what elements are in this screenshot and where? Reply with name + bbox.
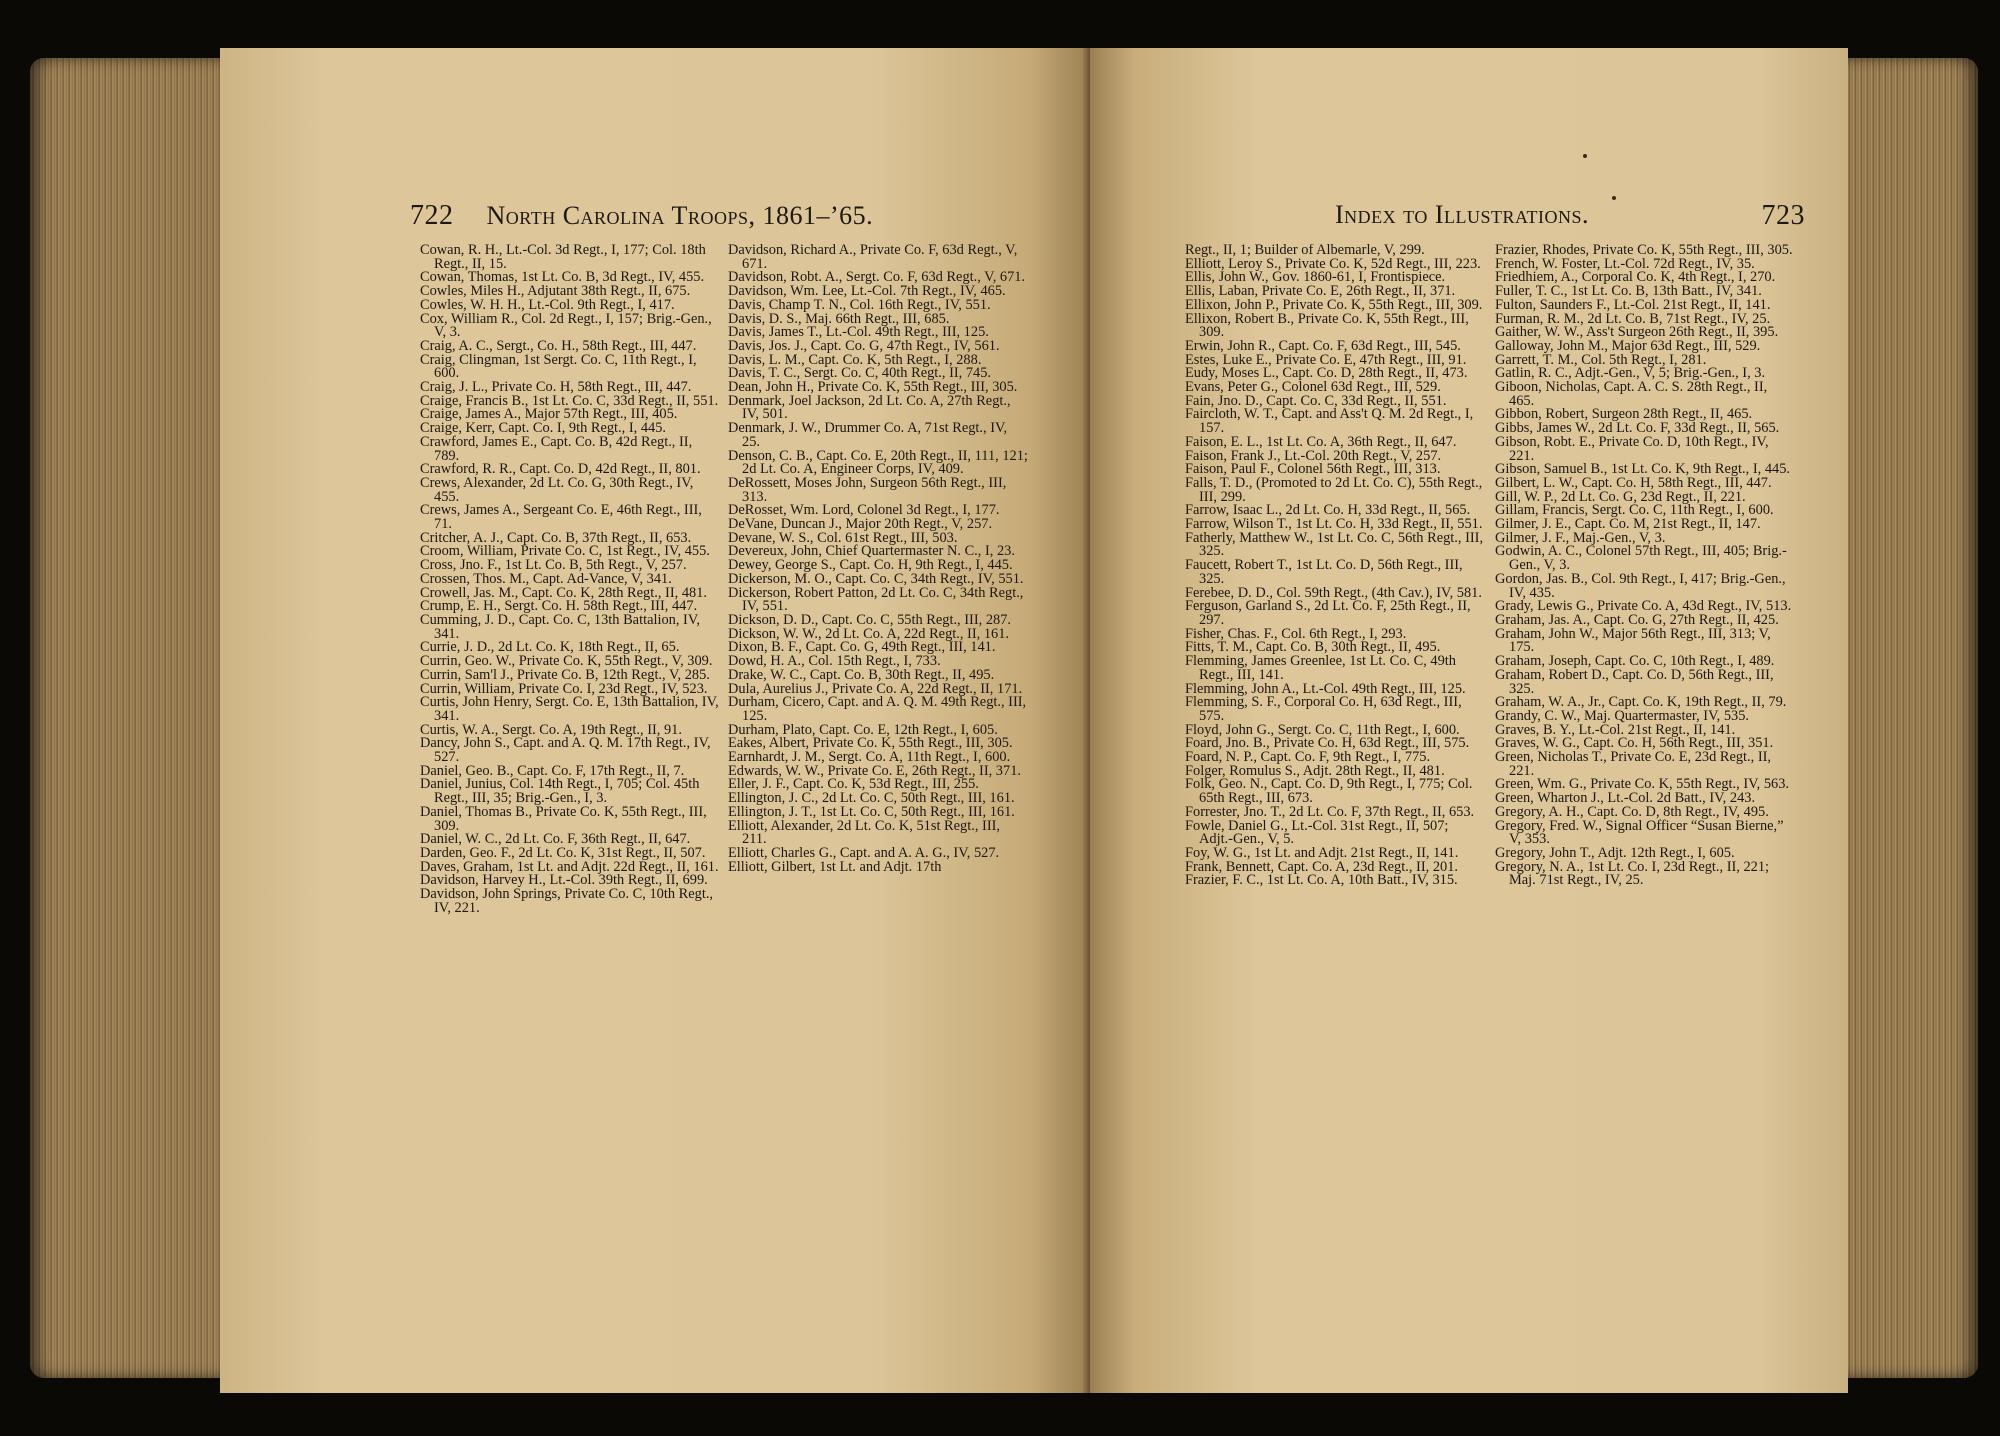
index-entry: Denson, C. B., Capt. Co. E, 20th Regt., II, 111, 121; 2d Lt. Co. A, Engineer Corps, IV, 409.	[728, 447, 1028, 478]
index-entry: Davis, Jos. J., Capt. Co. G, 47th Regt., IV, 561.	[728, 337, 1000, 354]
index-entry: Folk, Geo. N., Capt. Co. D, 9th Regt., I, 775; Col. 65th Regt., III, 673.	[1185, 776, 1473, 807]
index-entry: French, W. Foster, Lt.-Col. 72d Regt., IV, 35.	[1495, 255, 1755, 272]
index-entry: Grandy, C. W., Maj. Quartermaster, IV, 535.	[1495, 707, 1750, 724]
index-entry: Floyd, John G., Sergt. Co. C, 11th Regt., I, 600.	[1185, 721, 1460, 738]
index-entry: Graves, W. G., Capt. Co. H, 56th Regt., III, 351.	[1495, 735, 1774, 752]
left-page-title: North Carolina Troops, 1861–’65.	[486, 201, 874, 230]
index-entry: Friedhiem, A., Corporal Co. K, 4th Regt., I, 270.	[1495, 269, 1776, 286]
index-entry: Eller, J. F., Capt. Co. K, 53d Regt., III, 255.	[728, 776, 979, 793]
index-entry: Craig, J. L., Private Co. H, 58th Regt., III, 447.	[420, 379, 692, 396]
index-entry: Gregory, N. A., 1st Lt. Co. I, 23d Regt., II, 221; Maj. 71st Regt., IV, 25.	[1495, 858, 1770, 889]
right-page-column-1	[1185, 244, 1485, 1254]
index-entry: Davis, L. M., Capt. Co. K, 5th Regt., I, 288.	[728, 351, 982, 368]
index-entry: Fain, Jno. D., Capt. Co. C, 33d Regt., II, 551.	[1185, 392, 1447, 409]
index-entry: Curtis, W. A., Sergt. Co. A, 19th Regt., II, 91.	[420, 721, 682, 738]
left-page	[220, 48, 1090, 1393]
index-entry: Davidson, Richard A., Private Co. F, 63d Regt., V, 671.	[728, 244, 1018, 272]
index-entry: Davidson, Wm. Lee, Lt.-Col. 7th Regt., IV, 465.	[728, 283, 1006, 300]
index-entry: Dickson, D. D., Capt. Co. C, 55th Regt., III, 287.	[728, 611, 1011, 628]
index-entry: Ellis, John W., Gov. 1860-61, I, Frontispiece.	[1185, 269, 1446, 286]
index-entry: Garrett, T. M., Col. 5th Regt., I, 281.	[1495, 351, 1707, 368]
index-entry: Falls, T. D., (Promoted to 2d Lt. Co. C), 55th Regt., III, 299.	[1185, 474, 1483, 505]
index-entry: Ellixon, John P., Private Co. K, 55th Regt., III, 309.	[1185, 296, 1483, 313]
index-entry: Elliott, Alexander, 2d Lt. Co. K, 51st Regt., III, 211.	[728, 817, 1001, 848]
index-entry: Flemming, John A., Lt.-Col. 49th Regt., III, 125.	[1185, 680, 1466, 697]
index-entry: Gibson, Robt. E., Private Co. D, 10th Regt., IV, 221.	[1495, 433, 1769, 464]
index-entry: Gregory, John T., Adjt. 12th Regt., I, 605.	[1495, 844, 1735, 861]
left-page-number: 722	[410, 200, 454, 231]
index-entry: Daniel, Thomas B., Private Co. K, 55th Regt., III, 309.	[420, 803, 707, 834]
index-entry: DeRossett, Moses John, Surgeon 56th Regt., III, 313.	[728, 474, 1007, 505]
index-entry: Ellington, J. T., 1st Lt. Co. C, 50th Regt., III, 161.	[728, 803, 1015, 820]
index-entry: Crawford, James E., Capt. Co. B, 42d Regt., II, 789.	[420, 433, 693, 464]
index-entry: Giboon, Nicholas, Capt. A. C. S. 28th Regt., II, 465.	[1495, 379, 1768, 409]
index-entry: Daniel, Junius, Col. 14th Regt., I, 705; Col. 45th Regt., III, 35; Brig.-Gen., I, 3.	[420, 776, 700, 807]
index-entry: Fatherly, Matthew W., 1st Lt. Co. C, 56th Regt., III, 325.	[1185, 529, 1484, 560]
index-entry: Gilmer, J. E., Capt. Co. M, 21st Regt., II, 147.	[1495, 516, 1761, 533]
index-entry: Dixon, B. F., Capt. Co. G, 49th Regt., III, 141.	[728, 639, 996, 656]
index-entry: Crawford, R. R., Capt. Co. D, 42d Regt., II, 801.	[420, 461, 701, 478]
index-entry: Gregory, A. H., Capt. Co. D, 8th Regt., IV, 495.	[1495, 803, 1769, 820]
index-entry: Currin, Sam'l J., Private Co. B, 12th Regt., V, 285.	[420, 666, 710, 683]
index-entry: Elliott, Gilbert, 1st Lt. and Adjt. 17th	[728, 858, 942, 875]
index-entry: Fuller, T. C., 1st Lt. Co. B, 13th Batt., IV, 341.	[1495, 283, 1762, 300]
index-entry: Craige, James A., Major 57th Regt., III, 405.	[420, 406, 678, 423]
index-entry: Frank, Bennett, Capt. Co. A, 23d Regt., II, 201.	[1185, 858, 1458, 875]
index-entry: Green, Wm. G., Private Co. K, 55th Regt., IV, 563.	[1495, 776, 1790, 793]
right-page-title: Index to Illustrations.	[1335, 200, 1589, 229]
index-entry: Dickerson, M. O., Capt. Co. C, 34th Regt., IV, 551.	[728, 570, 1024, 587]
index-entry: Fitts, T. M., Capt. Co. B, 30th Regt., II, 495.	[1185, 639, 1441, 656]
index-entry: Gilbert, L. W., Capt. Co. H, 58th Regt., III, 447.	[1495, 474, 1772, 491]
index-entry: Gatlin, R. C., Adjt.-Gen., V, 5; Brig.-Gen., I, 3.	[1495, 365, 1766, 382]
index-entry: Davidson, John Springs, Private Co. C, 10th Regt., IV, 221.	[420, 886, 714, 916]
index-entry: Craige, Francis B., 1st Lt. Co. C, 33d Regt., II, 551.	[420, 392, 719, 409]
paper-spot	[1612, 196, 1616, 200]
index-entry: Folger, Romulus S., Adjt. 28th Regt., II, 481.	[1185, 762, 1445, 779]
index-entry: Currin, William, Private Co. I, 23d Regt., IV, 523.	[420, 680, 708, 697]
index-entry: Green, Wharton J., Lt.-Col. 2d Batt., IV, 243.	[1495, 790, 1756, 807]
index-entry: Elliott, Leroy S., Private Co. K, 52d Regt., III, 223.	[1185, 255, 1481, 272]
index-entry: Frazier, F. C., 1st Lt. Co. A, 10th Batt., IV, 315.	[1185, 872, 1458, 889]
index-entry: Faucett, Robert T., 1st Lt. Co. D, 56th Regt., III, 325.	[1185, 557, 1463, 587]
index-entry: Gaither, W. W., Ass't Surgeon 26th Regt., II, 395.	[1495, 324, 1779, 341]
index-entry: Gilmer, J. F., Maj.-Gen., V, 3.	[1495, 529, 1666, 546]
index-entry: Currin, Geo. W., Private Co. K, 55th Regt., V, 309.	[420, 653, 713, 670]
index-entry: Curtis, John Henry, Sergt. Co. E, 13th Battalion, IV, 341.	[420, 694, 719, 724]
index-entry: Gibbon, Robert, Surgeon 28th Regt., II, 465.	[1495, 406, 1753, 423]
index-entry: Daniel, W. C., 2d Lt. Co. F, 36th Regt., II, 647.	[420, 831, 691, 848]
index-entry: Foy, W. G., 1st Lt. and Adjt. 21st Regt., II, 141.	[1185, 844, 1459, 861]
index-entry: Dickerson, Robert Patton, 2d Lt. Co. C, 34th Regt., IV, 551.	[728, 584, 1024, 615]
index-entry: DeVane, Duncan J., Major 20th Regt., V, 257.	[728, 516, 993, 533]
index-entry: Foard, Jno. B., Private Co. H, 63d Regt., III, 575.	[1185, 735, 1470, 752]
left-running-head	[410, 200, 1010, 232]
index-entry: Faison, Paul F., Colonel 56th Regt., III, 313.	[1185, 461, 1441, 478]
left-page-edges	[30, 58, 240, 1378]
index-entry: Ellis, Laban, Private Co. E, 26th Regt., II, 371.	[1185, 283, 1456, 300]
paper-spot	[1583, 154, 1587, 158]
index-entry: Farrow, Isaac L., 2d Lt. Co. H, 33d Regt., II, 565.	[1185, 502, 1471, 519]
index-entry: Flemming, James Greenlee, 1st Lt. Co. C, 49th Regt., III, 141.	[1185, 653, 1456, 683]
index-entry: Fisher, Chas. F., Col. 6th Regt., I, 293.	[1185, 625, 1407, 642]
index-entry: Graham, Jas. A., Capt. Co. G, 27th Regt., II, 425.	[1495, 611, 1779, 628]
index-entry: Ferguson, Garland S., 2d Lt. Co. F, 25th Regt., II, 297.	[1185, 598, 1471, 628]
index-entry: Dewey, George S., Capt. Co. H, 9th Regt., I, 445.	[728, 557, 1013, 574]
index-entry: Cumming, J. D., Capt. Co. C, 13th Battalion, IV, 341.	[420, 611, 700, 642]
index-entry: Durham, Cicero, Capt. and A. Q. M. 49th Regt., III, 125.	[728, 694, 1027, 724]
index-entry: Gibbs, James W., 2d Lt. Co. F, 33d Regt., II, 565.	[1495, 420, 1780, 437]
index-entry: Elliott, Charles G., Capt. and A. A. G., IV, 527.	[728, 844, 1000, 861]
index-entry: Graham, Robert D., Capt. Co. D, 56th Regt., III, 325.	[1495, 666, 1774, 697]
index-entry: Ellixon, Robert B., Private Co. K, 55th Regt., III, 309.	[1185, 310, 1469, 341]
index-entry: Drake, W. C., Capt. Co. B, 30th Regt., II, 495.	[728, 666, 995, 683]
index-entry: Daniel, Geo. B., Capt. Co. F, 17th Regt., II, 7.	[420, 762, 685, 779]
index-entry: Flemming, S. F., Corporal Co. H, 63d Regt., III, 575.	[1185, 694, 1462, 724]
index-entry: Ellington, J. C., 2d Lt. Co. C, 50th Regt., III, 161.	[728, 790, 1015, 807]
index-entry: Cowan, Thomas, 1st Lt. Co. B, 3d Regt., IV, 455.	[420, 269, 705, 286]
index-entry: Faison, E. L., 1st Lt. Co. A, 36th Regt., II, 647.	[1185, 433, 1457, 450]
index-entry: Craig, A. C., Sergt., Co. H., 58th Regt., III, 447.	[420, 337, 697, 354]
index-entry: Crews, James A., Sergeant Co. E, 46th Regt., III, 71.	[420, 502, 702, 533]
open-book	[30, 48, 1978, 1398]
index-entry: Faison, Frank J., Lt.-Col. 20th Regt., V, 257.	[1185, 447, 1442, 464]
left-page-column-2	[728, 244, 1028, 1254]
index-entry: Dowd, H. A., Col. 15th Regt., I, 733.	[728, 653, 941, 670]
index-entry: Davidson, Robt. A., Sergt. Co. F, 63d Regt., V, 671.	[728, 269, 1026, 286]
index-entry: Evans, Peter G., Colonel 63d Regt., III, 529.	[1185, 379, 1441, 396]
index-entry: Davis, T. C., Sergt. Co. C, 40th Regt., II, 745.	[728, 365, 992, 382]
index-entry: Dean, John H., Private Co. K, 55th Regt., III, 305.	[728, 379, 1018, 396]
right-page	[1090, 48, 1848, 1393]
index-entry: Cowles, Miles H., Adjutant 38th Regt., II, 675.	[420, 283, 691, 300]
index-entry: Davis, James T., Lt.-Col. 49th Regt., III, 125.	[728, 324, 989, 341]
index-entry: Furman, R. M., 2d Lt. Co. B, 71st Regt., IV, 25.	[1495, 310, 1771, 327]
index-entry: Graves, B. Y., Lt.-Col. 21st Regt., II, 141.	[1495, 721, 1736, 738]
index-entry: Eakes, Albert, Private Co. K, 55th Regt., III, 305.	[728, 735, 1013, 752]
index-entry: Cross, Jno. F., 1st Lt. Co. B, 5th Regt., V, 257.	[420, 557, 687, 574]
index-entry: Crump, E. H., Sergt. Co. H. 58th Regt., III, 447.	[420, 598, 698, 615]
index-entry: Green, Nicholas T., Private Co. E, 23d Regt., II, 221.	[1495, 749, 1772, 779]
index-entry: Estes, Luke E., Private Co. E, 47th Regt., III, 91.	[1185, 351, 1467, 368]
index-entry: Darden, Geo. F., 2d Lt. Co. K, 31st Regt., II, 507.	[420, 844, 706, 861]
index-entry: Durham, Plato, Capt. Co. E, 12th Regt., I, 605.	[728, 721, 998, 738]
index-entry: Dickson, W. W., 2d Lt. Co. A, 22d Regt., II, 161.	[728, 625, 1010, 642]
index-entry: Crossen, Thos. M., Capt. Ad-Vance, V, 341.	[420, 570, 672, 587]
index-entry: Grady, Lewis G., Private Co. A, 43d Regt., IV, 513.	[1495, 598, 1792, 615]
left-page-column-1	[420, 244, 720, 1254]
index-entry: Godwin, A. C., Colonel 57th Regt., III, 405; Brig.-Gen., V, 3.	[1495, 543, 1787, 574]
index-entry: Davis, D. S., Maj. 66th Regt., III, 685.	[728, 310, 950, 327]
index-entry: Gregory, Fred. W., Signal Officer “Susan Bierne,” V, 353.	[1495, 817, 1784, 848]
index-entry: Eudy, Moses L., Capt. Co. D, 28th Regt., II, 473.	[1185, 365, 1468, 382]
index-entry: Crowell, Jas. M., Capt. Co. K, 28th Regt., II, 481.	[420, 584, 707, 601]
index-entry: Gordon, Jas. B., Col. 9th Regt., I, 417; Brig.-Gen., IV, 435.	[1495, 570, 1786, 601]
index-entry: Gibson, Samuel B., 1st Lt. Co. K, 9th Regt., I, 445.	[1495, 461, 1791, 478]
index-entry: Dancy, John S., Capt. and A. Q. M. 17th Regt., IV, 527.	[420, 735, 711, 766]
right-page-edges	[1828, 58, 1978, 1378]
index-entry: Foard, N. P., Capt. Co. F, 9th Regt., I, 775.	[1185, 749, 1431, 766]
index-entry: Critcher, A. J., Capt. Co. B, 37th Regt., II, 653.	[420, 529, 692, 546]
index-entry: Denmark, Joel Jackson, 2d Lt. Co. A, 27th Regt., IV, 501.	[728, 392, 1011, 423]
index-entry: Crews, Alexander, 2d Lt. Co. G, 30th Regt., IV, 455.	[420, 474, 694, 505]
index-entry: Dula, Aurelius J., Private Co. A, 22d Regt., II, 171.	[728, 680, 1023, 697]
index-entry: Cowles, W. H. H., Lt.-Col. 9th Regt., I, 417.	[420, 296, 675, 313]
index-entry: Graham, W. A., Jr., Capt. Co. K, 19th Regt., II, 79.	[1495, 694, 1787, 711]
index-entry: Davis, Champ T. N., Col. 16th Regt., IV, 551.	[728, 296, 991, 313]
index-entry: Devereux, John, Chief Quartermaster N. C., I, 23.	[728, 543, 1015, 560]
index-entry: Graham, John W., Major 56th Regt., III, 313; V, 175.	[1495, 625, 1771, 656]
index-entry: Forrester, Jno. T., 2d Lt. Co. F, 37th Regt., II, 653.	[1185, 803, 1475, 820]
right-running-head	[1335, 200, 1805, 230]
index-entry: Craige, Kerr, Capt. Co. I, 9th Regt., I, 445.	[420, 420, 667, 437]
index-entry: Gillam, Francis, Sergt. Co. C, 11th Regt., I, 600.	[1495, 502, 1774, 519]
index-entry: Faircloth, W. T., Capt. and Ass't Q. M. 2d Regt., I, 157.	[1185, 406, 1474, 437]
index-entry: Frazier, Rhodes, Private Co. K, 55th Regt., III, 305.	[1495, 244, 1793, 258]
index-entry: Devane, W. S., Col. 61st Regt., III, 503.	[728, 529, 958, 546]
index-entry: Currie, J. D., 2d Lt. Co. K, 18th Regt., II, 65.	[420, 639, 680, 656]
right-page-number: 723	[1761, 200, 1805, 231]
index-entry: Daves, Graham, 1st Lt. and Adjt. 22d Regt., II, 161.	[420, 858, 719, 875]
index-entry: Craig, Clingman, 1st Sergt. Co. C, 11th Regt., I, 600.	[420, 351, 697, 382]
index-entry: DeRosset, Wm. Lord, Colonel 3d Regt., I, 177.	[728, 502, 1000, 519]
index-entry: Croom, William, Private Co. C, 1st Regt., IV, 455.	[420, 543, 710, 560]
index-entry: Cowan, R. H., Lt.-Col. 3d Regt., I, 177; Col. 18th Regt., II, 15.	[420, 244, 706, 272]
index-entry: Graham, Joseph, Capt. Co. C, 10th Regt., I, 489.	[1495, 653, 1775, 670]
index-entry: Galloway, John M., Major 63d Regt., III, 529.	[1495, 337, 1761, 354]
index-entry: Gill, W. P., 2d Lt. Co. G, 23d Regt., II, 221.	[1495, 488, 1746, 505]
index-entry: Ferebee, D. D., Col. 59th Regt., (4th Cav.), IV, 581.	[1185, 584, 1482, 601]
right-page-column-2	[1495, 244, 1795, 1254]
index-entry: Edwards, W. W., Private Co. E, 26th Regt., II, 371.	[728, 762, 1021, 779]
index-entry: Fowle, Daniel G., Lt.-Col. 31st Regt., II, 507; Adjt.-Gen., V, 5.	[1185, 817, 1449, 848]
index-entry: Davidson, Harvey H., Lt.-Col. 39th Regt., II, 699.	[420, 872, 708, 889]
index-entry: Earnhardt, J. M., Sergt. Co. A, 11th Regt., I, 600.	[728, 749, 1011, 766]
index-entry: Regt., II, 1; Builder of Albemarle, V, 299.	[1185, 244, 1425, 258]
index-entry: Erwin, John R., Capt. Co. F, 63d Regt., III, 545.	[1185, 337, 1461, 354]
index-entry: Farrow, Wilson T., 1st Lt. Co. H, 33d Regt., II, 551.	[1185, 516, 1483, 533]
index-entry: Denmark, J. W., Drummer Co. A, 71st Regt., IV, 25.	[728, 420, 1008, 450]
index-entry: Cox, William R., Col. 2d Regt., I, 157; Brig.-Gen., V, 3.	[420, 310, 712, 341]
index-entry: Fulton, Saunders F., Lt.-Col. 21st Regt., II, 141.	[1495, 296, 1771, 313]
